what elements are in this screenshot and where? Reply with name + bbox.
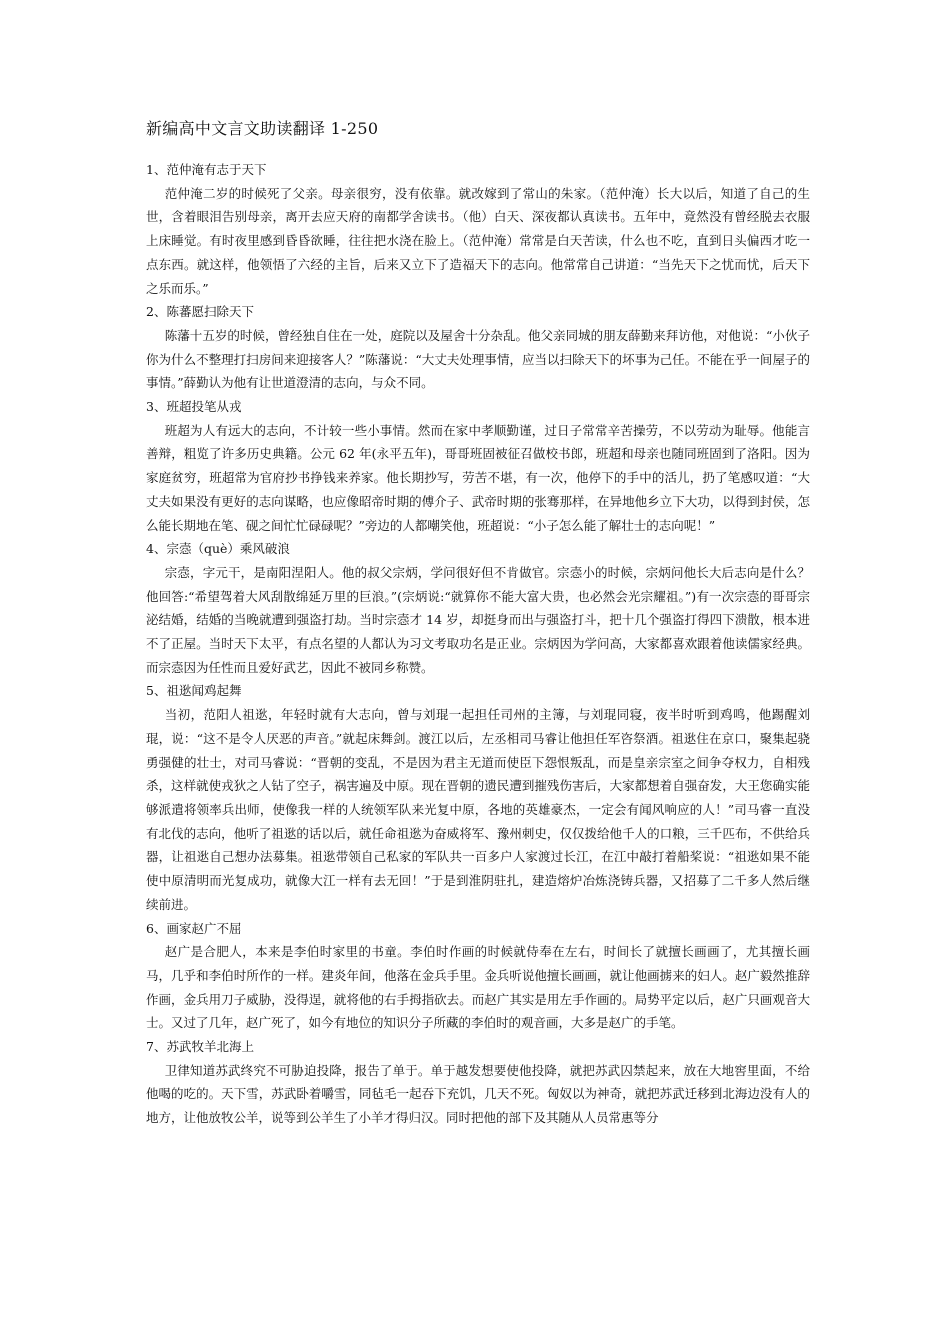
document-content <box>146 158 810 1130</box>
section-heading: 6、画家赵广不屈 <box>146 920 242 936</box>
section-heading: 7、苏武牧羊北海上 <box>146 1039 254 1055</box>
section <box>146 158 810 300</box>
section-heading: 3、班超投笔从戎 <box>146 399 242 415</box>
section-body: 陈藩十五岁的时候，曾经独自住在一处，庭院以及屋舍十分杂乱。他父亲同城的朋友薛勤来拜访他，对他说：“小伙子你为什么不整理打扫房间来迎接客人？”陈藩说：“大丈夫处理事情，应当以扫除天下的坏事为己任。不能在乎一间屋子的事情。”薛勤认为他有让世道澄清的志向，与众不同。 <box>146 327 810 391</box>
section-heading: 5、祖逖闻鸡起舞 <box>146 683 242 699</box>
section-body: 卫律知道苏武终究不可胁迫投降，报告了单于。单于越发想要使他投降，就把苏武囚禁起来，放在大地窖里面，不给他喝的吃的。天下雪，苏武卧着嚼雪，同毡毛一起吞下充饥，几天不死。匈奴以为神奇，就把苏武迁移到北海边没有人的地方，让他放牧公羊，说等到公羊生了小羊才得归汉。同时把他的部下及其随从人员常惠等分 <box>146 1062 810 1126</box>
section-heading: 2、陈蕃愿扫除天下 <box>146 304 254 320</box>
section-body: 班超为人有远大的志向，不计较一些小事情。然而在家中孝顺勤谨，过日子常常辛苦操劳，不以劳动为耻辱。他能言善辩，粗览了许多历史典籍。公元 62 年(永平五年)，哥哥班固被征召做校书郎，班超和母亲也随同班固到了洛阳。因为家庭贫穷，班超常为官府抄书挣钱来养家。他长期抄写，劳苦不堪，有一次，他停下的手中的活儿，扔了笔感叹道：“大丈夫如果没有更好的志向谋略，也应像昭帝时期的傅介子、武帝时期的张骞那样，在异地他乡立下大功，以得到封侯，怎么能长期地在笔、砚之间忙忙碌碌呢？”旁边的人都嘲笑他，班超说：“小子怎么能了解壮士的志向呢！” <box>146 422 810 533</box>
section <box>146 1035 810 1130</box>
section-heading: 1、范仲淹有志于天下 <box>146 162 267 177</box>
section <box>146 679 810 916</box>
document-title: 新编高中文言文助读翻译 1-250 <box>146 119 379 138</box>
section <box>146 537 810 679</box>
section <box>146 917 810 1036</box>
section-body: 宗悫，字元干，是南阳涅阳人。他的叔父宗炳，学问很好但不肯做官。宗悫小的时候，宗炳问他长大后志向是什么？他回答:“希望驾着大风刮散绵延万里的巨浪。”(宗炳说:“就算你不能大富大贵，也必然会光宗耀祖。”)有一次宗悫的哥哥宗泌结婚，结婚的当晚就遭到强盗打劫。当时宗悫才 14 岁，却挺身而出与强盗打斗，把十几个强盗打得四下溃散，根本进不了正屋。当时天下太平，有点名望的人都认为习文考取功名是正业。宗炳因为学问高，大家都喜欢跟着他读儒家经典。而宗悫因为任性而且爱好武艺，因此不被同乡称赞。 <box>146 564 810 675</box>
section <box>146 395 810 537</box>
section <box>146 300 810 395</box>
section-heading: 4、宗悫（què）乘风破浪 <box>146 541 290 557</box>
section-body: 当初，范阳人祖逖，年轻时就有大志向，曾与刘琨一起担任司州的主簿，与刘琨同寝，夜半时听到鸡鸣，他踢醒刘琨，说：“这不是令人厌恶的声音。”就起床舞剑。渡江以后，左丞相司马睿让他担任军咨祭酒。祖逖住在京口，聚集起骁勇强健的壮士，对司马睿说：“晋朝的变乱，不是因为君主无道而使臣下怨恨叛乱，而是皇亲宗室之间争夺权力，自相残杀，这样就使戎狄之人钻了空子，祸害遍及中原。现在晋朝的遗民遭到摧残伤害后，大家都想着自强奋发，大王您确实能够派遣将领率兵出师，使像我一样的人统领军队来光复中原，各地的英雄豪杰，一定会有闻风响应的人！”司马睿一直没有北伐的志向，他听了祖逖的话以后，就任命祖逖为奋威将军、豫州刺史，仅仅拨给他千人的口粮，三千匹布，不供给兵器，让祖逖自己想办法募集。祖逖带领自己私家的军队共一百多户人家渡过长江，在江中敲打着船桨说：“祖逖如果不能使中原清明而光复成功，就像大江一样有去无回！”于是到淮阴驻扎，建造熔炉冶炼浇铸兵器，又招募了二千多人然后继续前进。 <box>146 707 810 912</box>
section-body: 范仲淹二岁的时候死了父亲。母亲很穷，没有依靠。就改嫁到了常山的朱家。（范仲淹）长大以后，知道了自己的生世，含着眼泪告别母亲，离开去应天府的南都学舍读书。（他）白天、深夜都认真读书。五年中，竟然没有曾经脱去衣服上床睡觉。有时夜里感到昏昏欲睡，往往把水浇在脸上。（范仲淹）常常是白天苦读，什么也不吃，直到日头偏西才吃一点东西。就这样，他领悟了六经的主旨，后来又立下了造福天下的志向。他常常自己讲道：“当先天下之忧而忧，后天下之乐而乐。” <box>146 185 810 296</box>
section-body: 赵广是合肥人，本来是李伯时家里的书童。李伯时作画的时候就侍奉在左右，时间长了就擅长画画了，尤其擅长画马，几乎和李伯时所作的一样。建炎年间，他落在金兵手里。金兵听说他擅长画画，就让他画掳来的妇人。赵广毅然推辞作画，金兵用刀子威胁，没得逞，就将他的右手拇指砍去。而赵广其实是用左手作画的。局势平定以后，赵广只画观音大士。又过了几年，赵广死了，如今有地位的知识分子所藏的李伯时的观音画，大多是赵广的手笔。 <box>146 944 810 1031</box>
